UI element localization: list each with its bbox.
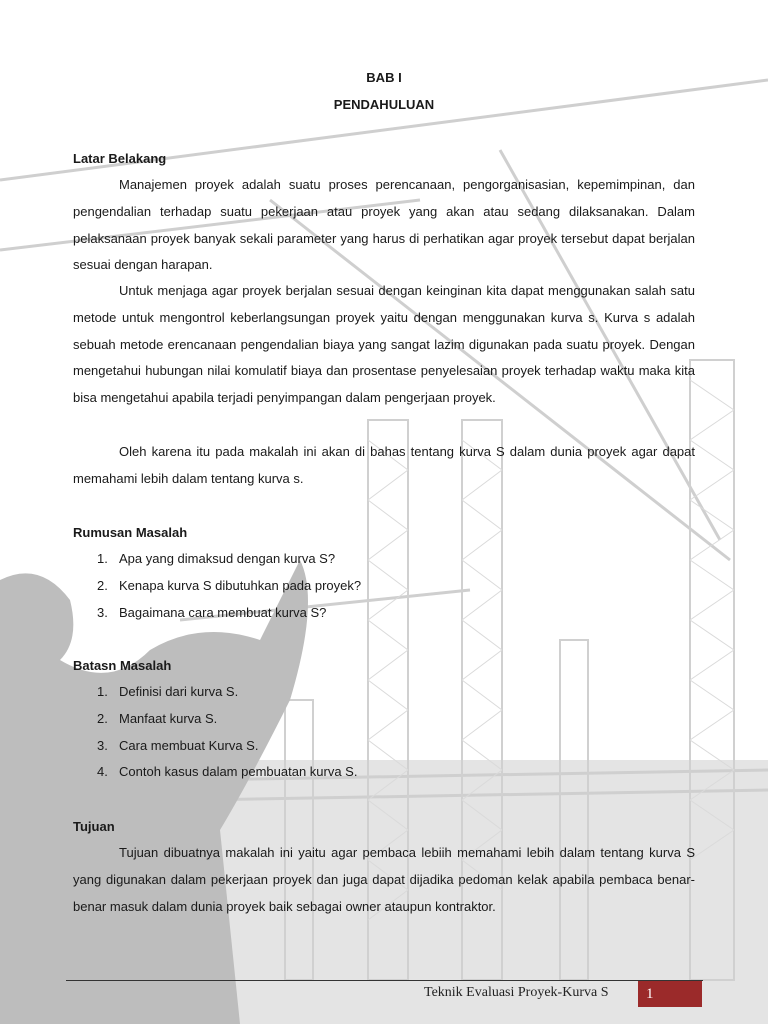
list-number: 2. bbox=[97, 710, 108, 726]
list-text: Bagaimana cara membuat kurva S? bbox=[119, 604, 327, 620]
list-item bbox=[73, 546, 361, 573]
page-number-badge: 1 bbox=[638, 981, 702, 1007]
list-item bbox=[73, 759, 357, 786]
list-text: Kenapa kurva S dibutuhkan pada proyek? bbox=[119, 577, 362, 593]
chapter-label: BAB I bbox=[366, 70, 402, 85]
chapter-title: PENDAHULUAN bbox=[333, 97, 435, 112]
list-number: 4. bbox=[97, 764, 108, 780]
list-number: 2. bbox=[97, 577, 108, 593]
list-text: Definisi dari kurva S. bbox=[119, 684, 239, 699]
rumusan-list bbox=[73, 546, 361, 626]
list-number: 3. bbox=[97, 604, 108, 620]
paragraph-tujuan-1: Tujuan dibuatnya makalah ini yaitu agar pembaca lebiih memahami lebih dalam tentang kurva S yang digunakan dalam pekerjaan proyek dan juga dapat dijadika pedoman kelak apabila pembaca benar-benar masuk dalam dunia proyek baik sebagai owner ataupun kontraktor. bbox=[73, 845, 695, 914]
list-text: Apa yang dimaksud dengan kurva S? bbox=[119, 551, 336, 566]
list-item bbox=[73, 706, 357, 733]
list-number: 3. bbox=[97, 737, 108, 753]
paragraph-latar-1: Manajemen proyek adalah suatu proses perencanaan, pengorganisasian, kepemimpinan, dan pengendalian terhadap suatu pekerjaan atau proyek yang akan atau sedang dilaksanakan. Dalam pelaksanaan proyek banyak sekali parameter yang harus di perhatikan agar proyek tersebut dapat berjalan sesuai dengan harapan. bbox=[73, 177, 695, 273]
list-item bbox=[73, 600, 361, 627]
list-number: 1. bbox=[97, 684, 108, 699]
footer-title: Teknik Evaluasi Proyek-Kurva S bbox=[424, 985, 609, 1000]
section-heading-batasan-masalah: Batasn Masalah bbox=[73, 658, 172, 673]
list-text: Cara membuat Kurva S. bbox=[119, 737, 259, 753]
list-item bbox=[73, 679, 357, 706]
section-heading-rumusan-masalah: Rumusan Masalah bbox=[73, 525, 188, 540]
paragraph-latar-3: Oleh karena itu pada makalah ini akan di bahas tentang kurva S dalam dunia proyek agar dapat memahami lebih dalam tentang kurva s. bbox=[73, 444, 695, 486]
section-heading-latar-belakang: Latar Belakang bbox=[73, 151, 167, 166]
list-item bbox=[73, 573, 361, 600]
list-text: Manfaat kurva S. bbox=[119, 710, 218, 726]
list-item bbox=[73, 733, 357, 760]
list-number: 1. bbox=[97, 551, 108, 566]
list-text: Contoh kasus dalam pembuatan kurva S. bbox=[119, 764, 358, 780]
section-heading-tujuan: Tujuan bbox=[73, 819, 115, 834]
batasan-list bbox=[73, 679, 357, 786]
footer-divider bbox=[66, 980, 703, 981]
paragraph-latar-2: Untuk menjaga agar proyek berjalan sesuai dengan keinginan kita dapat menggunakan salah satu metode untuk mengontrol keberlangsungan proyek yaitu dengan menggunakan kurva s. Kurva s adalah sebuah metode erencanaan pengendalian biaya yang sangat lazim digunakan pada suatu proyek. Dengan mengetahui hubungan nilai komulatif biaya dan prosentase penyelesaian proyek terhadap waktu maka kita bisa mengetahui apabila terjadi penyimpangan dalam pengerjaan proyek. bbox=[73, 283, 695, 406]
